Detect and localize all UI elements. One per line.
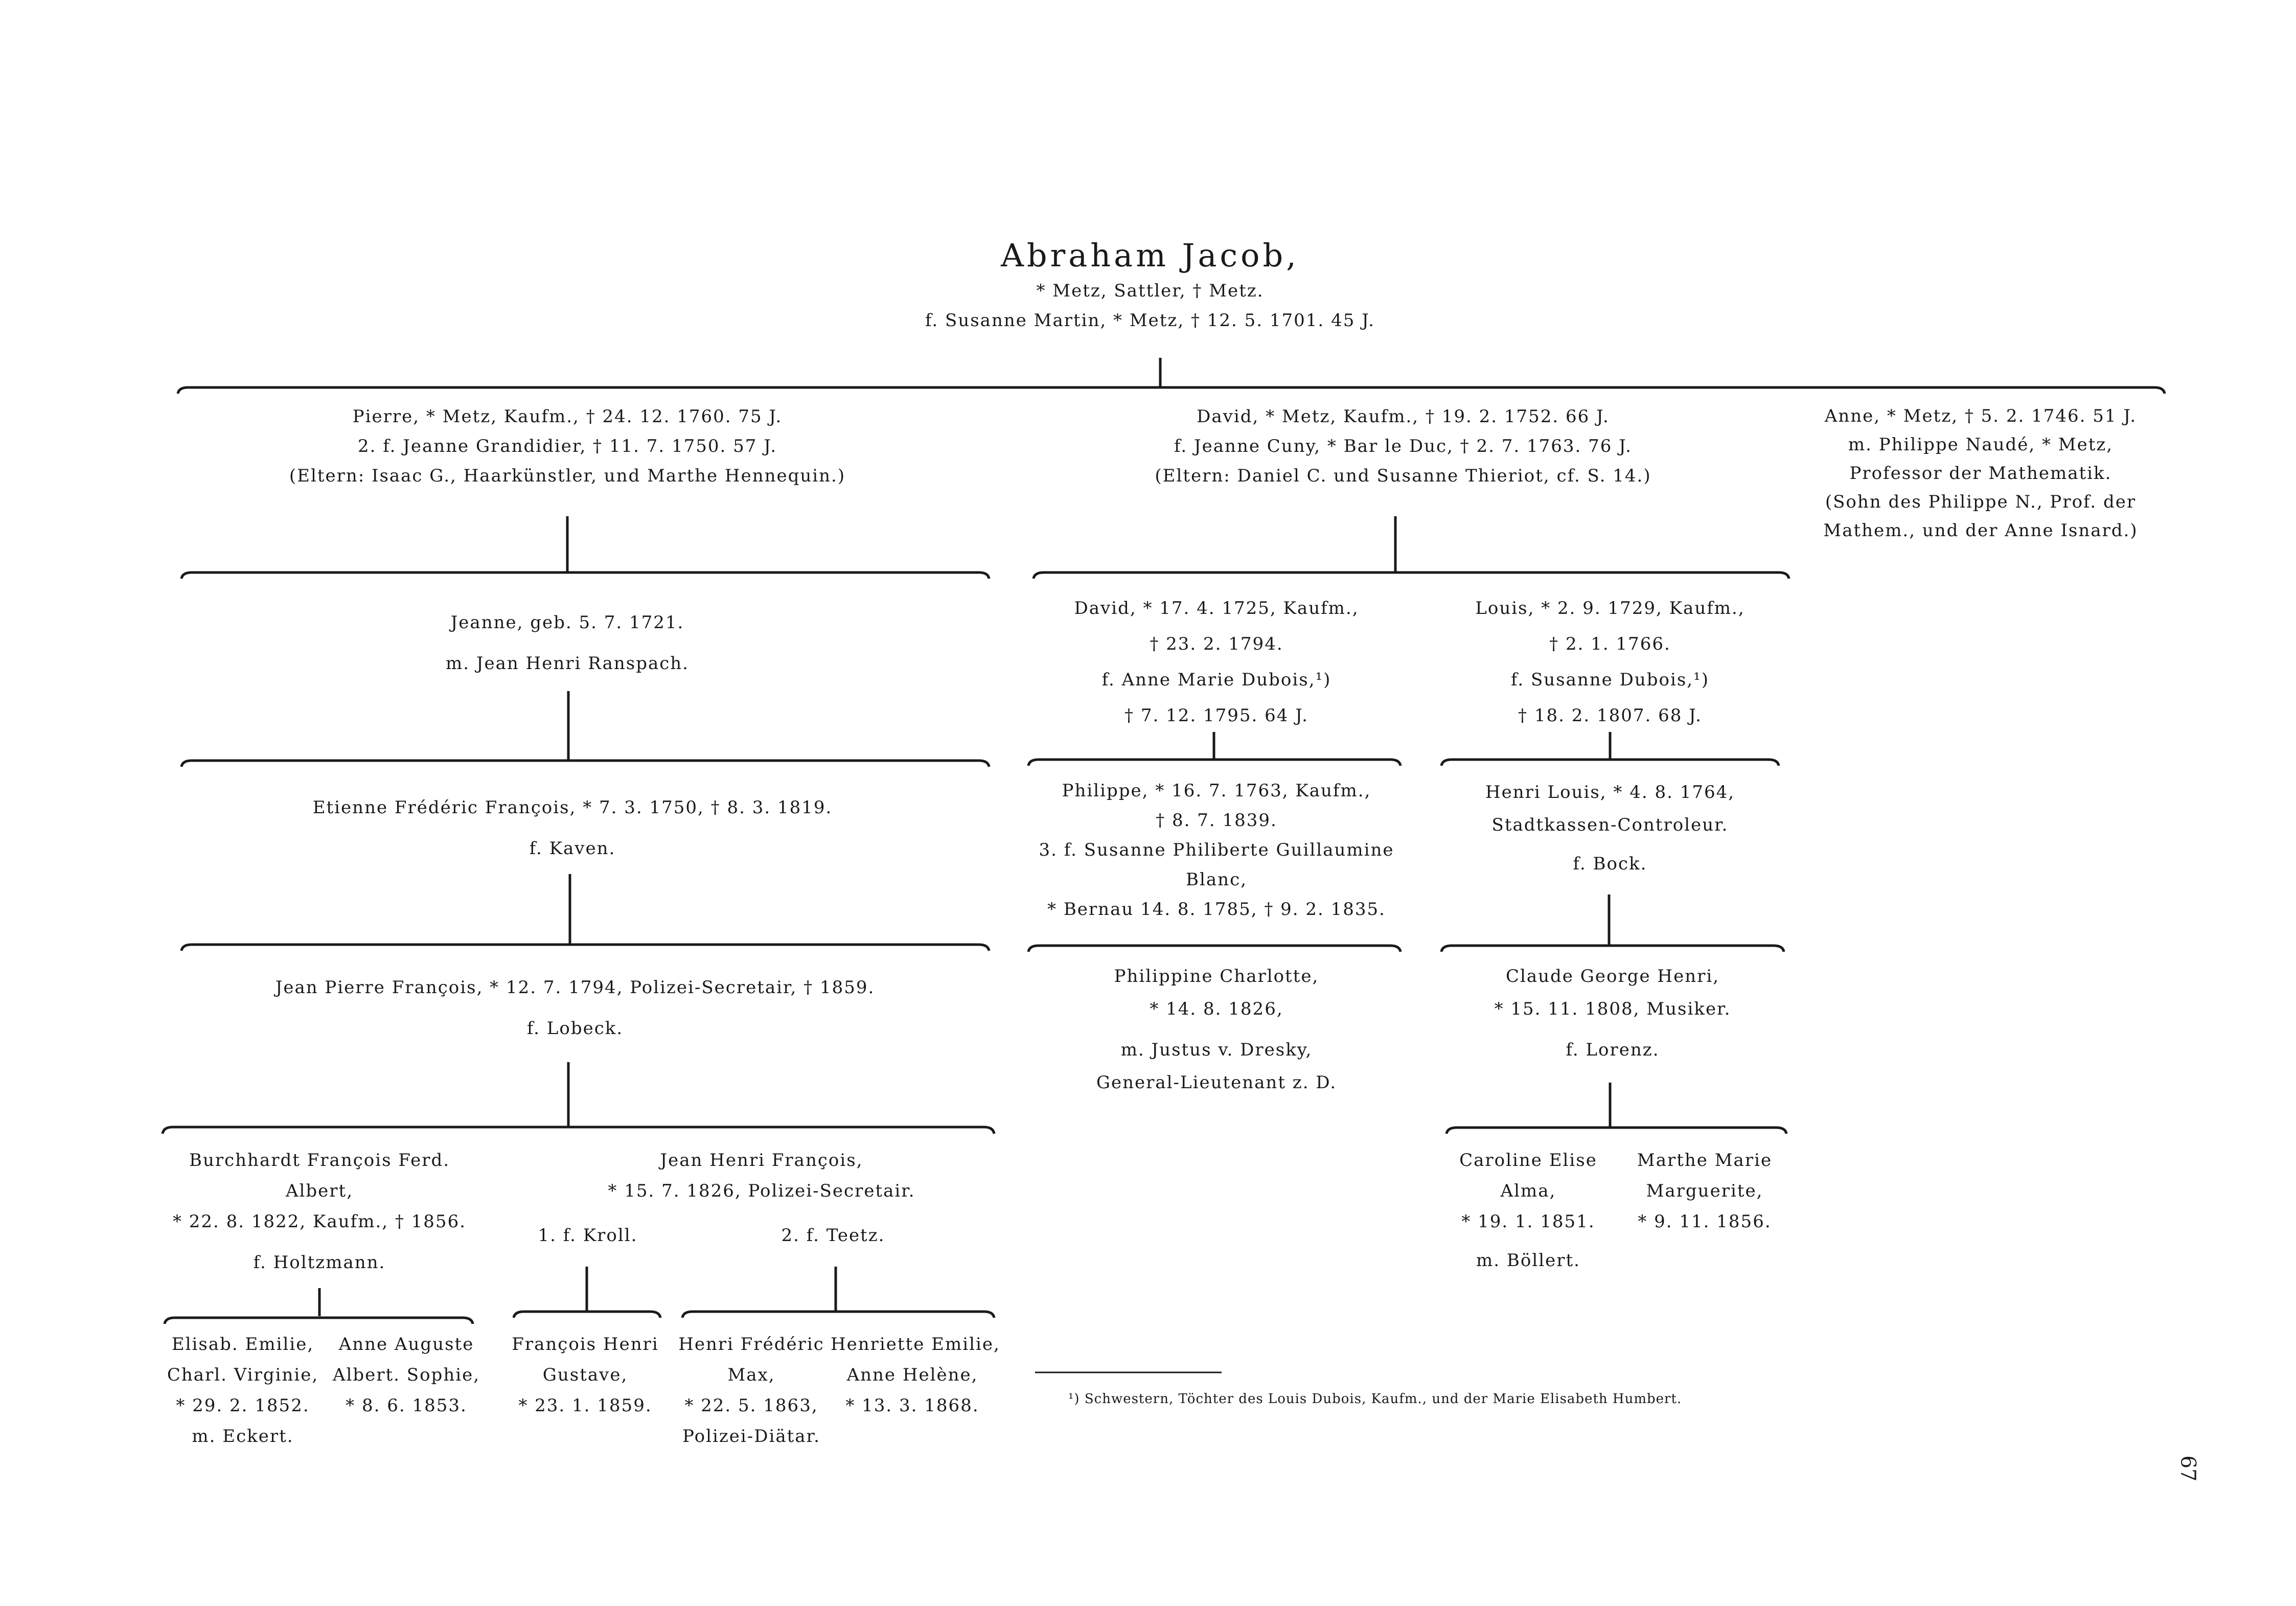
david2-line-3: f. Anne Marie Dubois,¹) — [1101, 670, 1331, 690]
jeanhenri-block — [588, 1145, 935, 1206]
philippe-line-5: * Bernau 14. 8. 1785, † 9. 2. 1835. — [1047, 899, 1386, 920]
anne-line-2: m. Philippe Naudé, * Metz, — [1848, 434, 2114, 455]
kroll-bracket — [514, 1312, 660, 1318]
etienne-bracket — [181, 945, 989, 951]
burchhardt-line-3: * 22. 8. 1822, Kaufm., † 1856. — [172, 1211, 467, 1232]
root-info: * Metz, Sattler, † Metz. — [1036, 281, 1264, 301]
pierre-line-3: (Eltern: Isaac G., Haarkünstler, und Marthe Hennequin.) — [289, 466, 846, 486]
jeanhenri-marriage-1: 1. f. Kroll. — [538, 1225, 638, 1246]
elisab-block — [158, 1329, 327, 1452]
elisab-line-2: Charl. Virginie, — [167, 1365, 319, 1385]
david2-line-4: † 7. 12. 1795. 64 J. — [1124, 705, 1308, 726]
page-number: 67 — [2176, 1455, 2200, 1482]
henrilouis-line-3: f. Bock. — [1573, 854, 1647, 874]
philippine-line-4: General-Lieutenant z. D. — [1096, 1072, 1337, 1093]
marthe-line-1: Marthe Marie — [1637, 1150, 1773, 1171]
henrifred-line-1: Henri Frédéric — [678, 1334, 824, 1355]
anne-line-4: (Sohn des Philippe N., Prof. der — [1825, 492, 2137, 512]
philippe-line-2: † 8. 7. 1839. — [1156, 810, 1277, 831]
david-line-3: (Eltern: Daniel C. und Susanne Thieriot, cf. S. 14.) — [1155, 466, 1651, 486]
pierre-line-1: Pierre, * Metz, Kaufm., † 24. 12. 1760. 75 J. — [352, 406, 783, 427]
philippine-line-2: * 14. 8. 1826, — [1150, 999, 1283, 1019]
elisab-line-1: Elisab. Emilie, — [171, 1334, 314, 1355]
anneaug-line-1: Anne Auguste — [338, 1334, 474, 1355]
louis-line-4: † 18. 2. 1807. 68 J. — [1518, 705, 1702, 726]
etienne-block — [276, 787, 869, 869]
claude-bracket — [1447, 1128, 1786, 1134]
anne-line-1: Anne, * Metz, † 5. 2. 1746. 51 J. — [1824, 406, 2137, 426]
david-line-2: f. Jeanne Cuny, * Bar le Duc, † 2. 7. 1763. 76 J. — [1174, 436, 1632, 456]
henrilouis-line-2: Stadtkassen-Controleur. — [1491, 815, 1729, 835]
francois-line-3: * 23. 1. 1859. — [518, 1395, 652, 1416]
pierre-line-2: 2. f. Jeanne Grandidier, † 11. 7. 1750. 57 J. — [357, 436, 777, 456]
caroline-line-4: m. Böllert. — [1476, 1250, 1580, 1271]
claude-block — [1447, 960, 1779, 1066]
philippe-line-4: Blanc, — [1186, 869, 1247, 890]
henriette-line-2: Anne Helène, — [846, 1365, 978, 1385]
henrilouis-block — [1441, 776, 1779, 880]
marthe-block — [1625, 1145, 1784, 1237]
philippe-line-3: 3. f. Susanne Philiberte Guillaumine — [1039, 840, 1394, 860]
root-block — [790, 235, 1510, 335]
louis-line-1: Louis, * 2. 9. 1729, Kaufm., — [1475, 598, 1745, 618]
david2-line-1: David, * 17. 4. 1725, Kaufm., — [1074, 598, 1359, 618]
david2-bracket — [1028, 760, 1400, 766]
caroline-line-3: * 19. 1. 1851. — [1461, 1211, 1595, 1232]
louis-line-3: f. Susanne Dubois,¹) — [1510, 670, 1710, 690]
jeanhenri-line-1: Jean Henri François, — [660, 1150, 863, 1171]
root-bracket — [178, 387, 2165, 394]
burchhardt-line-2: Albert, — [285, 1181, 354, 1201]
jeanpierre-bracket — [163, 1127, 994, 1134]
jeanne-block — [376, 602, 759, 684]
jeanpierre-line-1: Jean Pierre François, * 12. 7. 1794, Polizei-Secretair, † 1859. — [275, 977, 875, 998]
anne-block — [1804, 402, 2157, 545]
etienne-line-1: Etienne Frédéric François, * 7. 3. 1750, † 8. 3. 1819. — [312, 797, 833, 818]
jeanne-line-1: Jeanne, geb. 5. 7. 1721. — [450, 612, 684, 633]
philippe-line-1: Philippe, * 16. 7. 1763, Kaufm., — [1062, 781, 1371, 801]
philippine-block — [1038, 960, 1395, 1099]
david2-block — [1032, 590, 1400, 733]
louis-bracket — [1441, 760, 1779, 766]
philippine-line-1: Philippine Charlotte, — [1114, 966, 1319, 986]
etienne-line-2: f. Kaven. — [529, 838, 616, 859]
henrilouis-line-1: Henri Louis, * 4. 8. 1764, — [1485, 782, 1735, 802]
elisab-line-4: m. Eckert. — [192, 1426, 294, 1447]
jeanhenri-line-2: * 15. 7. 1826, Polizei-Secretair. — [608, 1181, 915, 1201]
anne-line-5: Mathem., und der Anne Isnard.) — [1823, 520, 2138, 541]
anneaug-block — [330, 1329, 483, 1421]
anneaug-line-2: Albert. Sophie, — [332, 1365, 480, 1385]
francois-line-1: François Henri — [512, 1334, 659, 1355]
caroline-line-1: Caroline Elise — [1459, 1150, 1597, 1171]
burchhardt-line-1: Burchhardt François Ferd. — [189, 1150, 450, 1171]
caroline-block — [1449, 1145, 1608, 1276]
anneaug-line-3: * 8. 6. 1853. — [346, 1395, 467, 1416]
claude-line-1: Claude George Henri, — [1505, 966, 1720, 986]
jeanhenri-marriage-2: 2. f. Teetz. — [781, 1225, 885, 1246]
jeanne-bracket — [181, 761, 989, 767]
henrifred-line-4: Polizei-Diätar. — [682, 1426, 820, 1447]
henriette-line-1: Henriette Emilie, — [831, 1334, 1000, 1355]
henrilouis-bracket — [1441, 946, 1784, 952]
david-line-1: David, * Metz, Kaufm., † 19. 2. 1752. 66 J. — [1197, 406, 1610, 427]
jeanne-line-2: m. Jean Henri Ranspach. — [446, 653, 689, 674]
henriette-line-3: * 13. 3. 1868. — [845, 1395, 979, 1416]
louis-line-2: † 2. 1. 1766. — [1549, 634, 1671, 654]
francois-line-2: Gustave, — [542, 1365, 628, 1385]
jeanpierre-block — [243, 967, 907, 1049]
henrifred-line-2: Max, — [727, 1365, 775, 1385]
root-name: Abraham Jacob, — [1001, 237, 1299, 274]
jeanpierre-line-2: f. Lobeck. — [526, 1018, 624, 1039]
philippe-block — [1027, 776, 1406, 924]
philippe-bracket — [1028, 946, 1400, 952]
claude-line-3: f. Lorenz. — [1566, 1040, 1660, 1060]
david-block — [1071, 402, 1735, 491]
burchhardt-bracket — [165, 1318, 473, 1324]
david2-line-2: † 23. 2. 1794. — [1150, 634, 1283, 654]
henrifred-line-3: * 22. 5. 1863, — [684, 1395, 818, 1416]
root-spouse: f. Susanne Martin, * Metz, † 12. 5. 1701. 45 J. — [925, 310, 1375, 331]
francois-block — [511, 1329, 659, 1421]
pierre-block — [248, 402, 887, 491]
henriette-block — [831, 1329, 1000, 1421]
henrifred-block — [672, 1329, 831, 1452]
anne-line-3: Professor der Mathematik. — [1849, 463, 2112, 484]
marthe-line-3: * 9. 11. 1856. — [1638, 1211, 1772, 1232]
pierre-bracket — [181, 572, 989, 579]
burchhardt-block — [161, 1145, 478, 1278]
elisab-line-3: * 29. 2. 1852. — [176, 1395, 310, 1416]
marthe-line-2: Marguerite, — [1646, 1181, 1763, 1201]
footnote: ¹) Schwestern, Töchter des Louis Dubois, Kaufm., und der Marie Elisabeth Humbert. — [1068, 1391, 1682, 1407]
claude-line-2: * 15. 11. 1808, Musiker. — [1494, 999, 1731, 1019]
david-bracket — [1034, 572, 1789, 579]
caroline-line-2: Alma, — [1500, 1181, 1556, 1201]
teetz-bracket — [682, 1312, 994, 1318]
philippine-line-3: m. Justus v. Dresky, — [1120, 1040, 1313, 1060]
louis-block — [1436, 590, 1784, 733]
burchhardt-line-4: f. Holtzmann. — [253, 1252, 386, 1273]
